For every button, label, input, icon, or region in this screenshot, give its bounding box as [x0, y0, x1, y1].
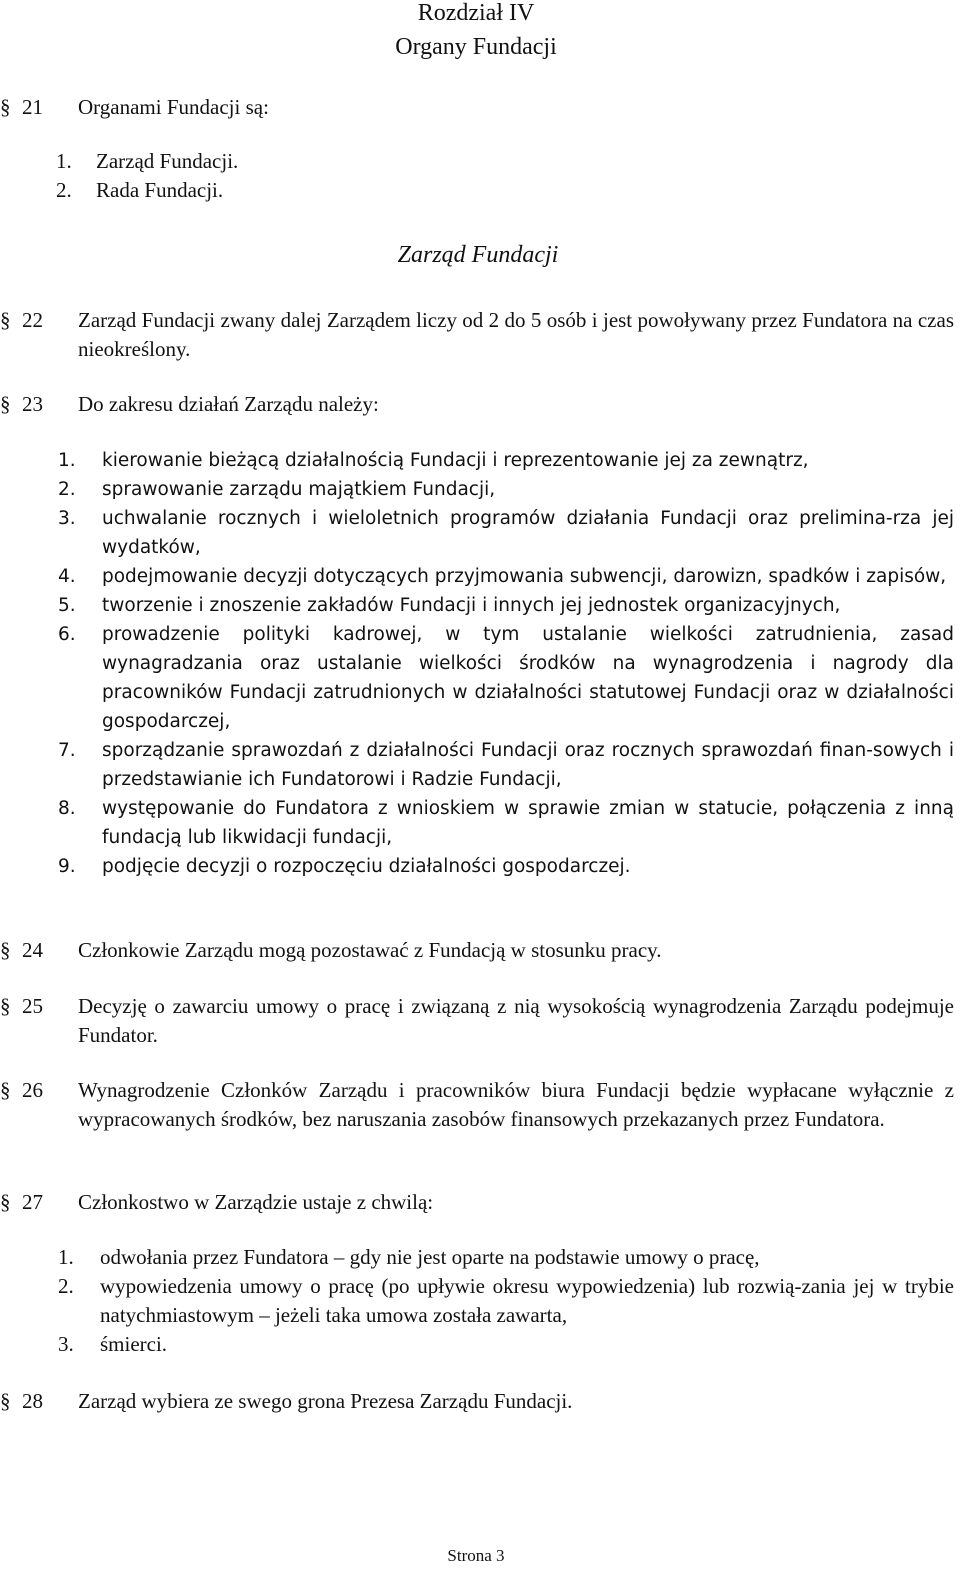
membership-end-list [0, 1243, 960, 1359]
list-text: uchwalanie rocznych i wieloletnich programów działania Fundacji oraz prelimina-rza jej wydatków, [102, 508, 954, 558]
section-sign: § [0, 938, 11, 962]
list-text: podejmowanie decyzji dotyczących przyjmowania subwencji, darowizn, spadków i zapisów, [102, 566, 947, 587]
paragraph-number: 22 [22, 308, 43, 332]
paragraph-text: Zarząd Fundacji zwany dalej Zarządem liczy od 2 do 5 osób i jest powoływany przez Fundatora na czas nieokreślony. [78, 308, 954, 361]
section-sign: § [0, 308, 11, 332]
list-text: prowadzenie polityki kadrowej, w tym ustalanie wielkości zatrudnienia, zasad wynagradzania oraz ustalanie wielkości środków na wynagrodzenia i nagrody dla pracowników Fundacji zatrudnionych w działalności statutowej Fundacji oraz w działalności gospodarczej, [102, 624, 954, 732]
list-item [0, 147, 960, 176]
list-number: 1. [58, 1245, 74, 1269]
paragraph-text: Do zakresu działań Zarządu należy: [78, 392, 379, 416]
list-number: 2. [56, 178, 72, 202]
list-item [0, 446, 960, 475]
list-number: 1. [58, 450, 76, 471]
list-number: 2. [58, 479, 76, 500]
paragraph-text: Członkowie Zarządu mogą pozostawać z Fundacją w stosunku pracy. [78, 938, 662, 962]
paragraph-number: 23 [22, 392, 43, 416]
list-number: 5. [58, 595, 76, 616]
list-item [0, 176, 960, 205]
paragraph-number: 26 [22, 1078, 43, 1102]
list-number: 8. [58, 798, 76, 819]
chapter-title: Organy Fundacji [395, 34, 557, 60]
organs-list [0, 147, 960, 205]
list-number: 3. [58, 508, 76, 529]
section-sign: § [0, 1078, 11, 1102]
paragraph-number: 27 [22, 1190, 43, 1214]
list-item [0, 1243, 960, 1272]
list-number: 6. [58, 624, 76, 645]
list-text: Rada Fundacji. [96, 178, 224, 202]
list-item [0, 794, 960, 852]
paragraph-text: Zarząd wybiera ze swego grona Prezesa Zarządu Fundacji. [78, 1389, 573, 1413]
list-item [0, 1330, 960, 1359]
paragraph-number: 28 [22, 1389, 43, 1413]
list-text: kierowanie bieżącą działalnością Fundacji i reprezentowanie jej za zewnątrz, [102, 450, 809, 471]
list-item [0, 475, 960, 504]
section-sign: § [0, 392, 11, 416]
list-text: śmierci. [100, 1332, 168, 1356]
paragraph-text: Wynagrodzenie Członków Zarządu i pracowników biura Fundacji będzie wypłacane wyłącznie z wypracowanych środków, bez naruszania zasobów finansowych przekazanych przez Fundatora. [78, 1078, 954, 1131]
list-number: 3. [58, 1332, 74, 1356]
paragraph-number: 25 [22, 994, 43, 1018]
paragraph-text: Organami Fundacji są: [78, 95, 269, 119]
list-number: 4. [58, 566, 76, 587]
list-text: odwołania przez Fundatora – gdy nie jest oparte na podstawie umowy o pracę, [100, 1245, 760, 1269]
section-title-zarzad: Zarząd Fundacji [397, 242, 559, 268]
section-sign: § [0, 1389, 11, 1413]
list-text: występowanie do Fundatora z wnioskiem w sprawie zmian w statucie, połączenia z inną fundacją lub likwidacji fundacji, [102, 798, 954, 848]
list-item [0, 736, 960, 794]
paragraph-text: Członkostwo w Zarządzie ustaje z chwilą: [78, 1190, 434, 1214]
list-number: 2. [58, 1274, 74, 1298]
list-item [0, 1272, 960, 1330]
paragraph-text: Decyzję o zawarciu umowy o pracę i związaną z nią wysokością wynagrodzenia Zarządu podejmuje Fundator. [78, 994, 954, 1047]
page-number-footer: Strona 3 [447, 1546, 505, 1565]
section-sign: § [0, 994, 11, 1018]
list-text: tworzenie i znoszenie zakładów Fundacji i innych jej jednostek organizacyjnych, [102, 595, 841, 616]
duties-list [0, 446, 960, 881]
paragraph-number: 21 [22, 95, 43, 119]
list-item [0, 591, 960, 620]
list-text: podjęcie decyzji o rozpoczęciu działalności gospodarczej. [102, 856, 631, 877]
list-item [0, 504, 960, 562]
section-sign: § [0, 95, 11, 119]
list-number: 1. [56, 149, 72, 173]
paragraph-number: 24 [22, 938, 43, 962]
list-item [0, 852, 960, 881]
section-sign: § [0, 1190, 11, 1214]
list-item [0, 620, 960, 736]
list-number: 7. [58, 740, 76, 761]
chapter-number: Rozdział IV [417, 0, 535, 26]
list-text: sporządzanie sprawozdań z działalności Fundacji oraz rocznych sprawozdań finan-sowych i przedstawianie ich Fundatorowi i Radzie Fundacji, [102, 740, 954, 790]
list-text: Zarząd Fundacji. [96, 149, 239, 173]
list-text: sprawowanie zarządu majątkiem Fundacji, [102, 479, 496, 500]
list-number: 9. [58, 856, 76, 877]
list-item [0, 562, 960, 591]
list-text: wypowiedzenia umowy o pracę (po upływie okresu wypowiedzenia) lub rozwią-zania jej w trybie natychmiastowym – jeżeli taka umowa została zawarta, [100, 1274, 954, 1327]
